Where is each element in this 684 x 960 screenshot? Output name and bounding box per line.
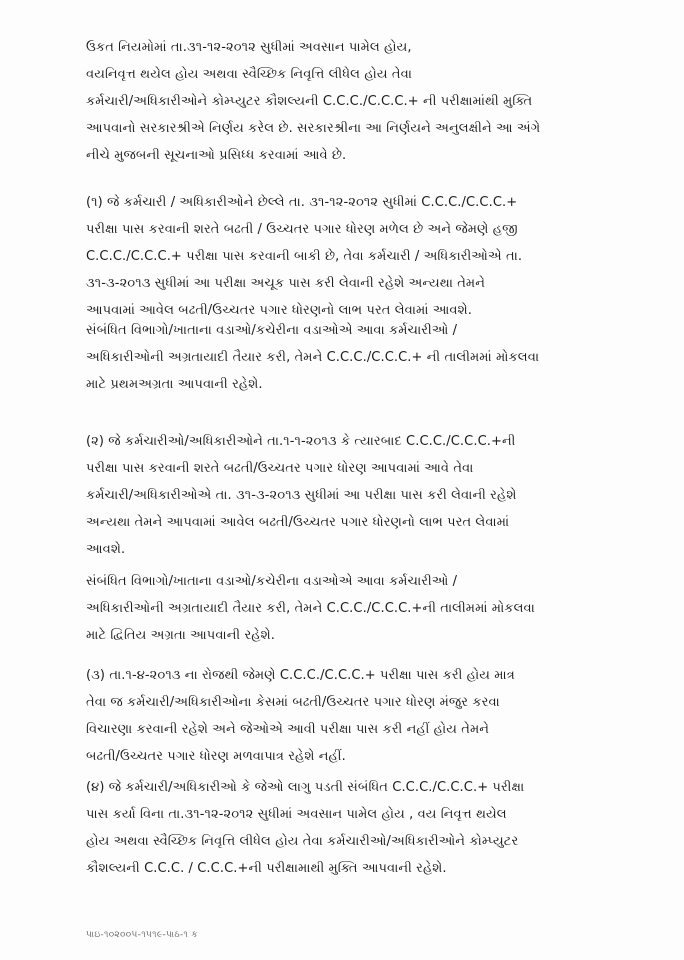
text-line: (૩) તા.૧-૪-૨૦૧૩ ના રોજથી જેમણે C.C.C./C.C.C.+ પરીક્ષા પાસ કરી હોય માત્ર	[86, 668, 515, 683]
text-line: માટે દ્વિતિય અગ્રતા આપવાની રહેશે.	[86, 628, 275, 643]
paragraph-point-1	[86, 189, 614, 324]
text-line: આપવાનો સરકારશ્રીએ નિર્ણય કરેલ છે. સરકારશ્રીના આ નિર્ણયને અનુલક્ષીને આ અંગે	[86, 121, 541, 136]
text-line: તેવા જ કર્મચારી/અધિકારીઓના કેસમાં બઢતી/ઉચ્ચતર પગાર ધોરણ મંજુર કરવા	[86, 695, 500, 710]
paragraph-point-3	[86, 662, 614, 770]
text-line: પરીક્ષા પાસ કરવાની શરતે બઢતી/ઉચ્ચતર પગાર ધોરણ આપવામાં આવે તેવા	[86, 461, 474, 476]
text-line: કર્મચારી/અધિકારીઓને કોમ્પ્યુટર કૌશલ્યની C.C.C./C.C.C.+ ની પરીક્ષામાંથી મુક્તિ	[86, 94, 533, 109]
text-line: અધિકારીઓની અગ્રતાયાદી તૈયાર કરી, તેમને C.C.C./C.C.C.+ ની તાલીમમાં મોકલવા	[86, 350, 540, 365]
text-line: પરીક્ષા પાસ કરવાની શરતે બઢતી / ઉચ્ચતર પગાર ધોરણ મળેલ છે અને જેમણે હજી	[86, 222, 518, 237]
text-line: કર્મચારી/અધિકારીઓએ તા. ૩૧-૩-૨૦૧૩ સુધીમાં આ પરીક્ષા પાસ કરી લેવાની રહેશે	[86, 488, 517, 503]
text-line: સંબંધિત વિભાગો/ખાતાના વડાઓ/કચેરીના વડાઓએ આવા કર્મચારીઓ /	[86, 323, 458, 338]
text-line: બઢતી/ઉચ્ચતર પગાર ધોરણ મળવાપાત્ર રહેશે નહીં.	[86, 749, 346, 764]
text-line: આપવામાં આવેલ બઢતી/ઉચ્ચતર પગાર ધોરણનો લાભ પરત લેવામાં આવશે.	[86, 303, 472, 318]
text-line: વયનિવૃત્ત થયેલ હોય અથવા સ્વૈચ્છિક નિવૃત્તિ લીધેલ હોય તેવા	[86, 67, 412, 82]
paragraph-point-2-note	[86, 568, 614, 649]
text-line: હોય અથવા સ્વૈચ્છિક નિવૃત્તિ લીધેલ હોય તેવા કર્મચારીઓ/અધિકારીઓને કોમ્પ્યુટર	[86, 834, 519, 849]
text-line: ૩૧-૩-૨૦૧૩ સુધીમાં આ પરીક્ષા અચૂક પાસ કરી લેવાની રહેશે અન્યથા તેમને	[86, 276, 485, 291]
paragraph-point-4	[86, 774, 614, 882]
text-line: (૪) જે કર્મચારી/અધિકારીઓ કે જેઓ લાગુ પડતી સંબંધિત C.C.C./C.C.C.+ પરીક્ષા	[86, 780, 525, 795]
text-line: માટે પ્રથમઅગ્રતા આપવાની રહેશે.	[86, 377, 263, 392]
text-line: નીચે મુજબની સૂચનાઓ પ્રસિધ્ધ કરવામાં આવે છે.	[86, 148, 347, 163]
text-line: C.C.C./C.C.C.+ પરીક્ષા પાસ કરવાની બાકી છે, તેવા કર્મચારી / અધિકારીઓએ તા.	[86, 249, 523, 264]
text-line: પાસ કર્યા વિના તા.૩૧-૧૨-૨૦૧૨ સુધીમાં અવસાન પામેલ હોય , વય નિવૃત્ત થયેલ	[86, 807, 507, 822]
paragraph-point-1-note	[86, 317, 614, 398]
text-line: (૧) જે કર્મચારી / અધિકારીઓને છેલ્લે તા. ૩૧-૧૨-૨૦૧૨ સુધીમાં C.C.C./C.C.C.+	[86, 195, 518, 210]
text-line: (૨) જે કર્મચારીઓ/અધિકારીઓને તા.૧-૧-૨૦૧૩ કે ત્યારબાદ C.C.C./C.C.C.+ની	[86, 434, 516, 449]
paragraph-point-2	[86, 428, 614, 563]
text-line: વિચારણા કરવાની રહેશે અને જેઓએ આવી પરીક્ષા પાસ કરી નહીં હોય તેમને	[86, 722, 490, 737]
text-line: ઉકત નિયમોમાં તા.૩૧-૧૨-૨૦૧૨ સુધીમાં અવસાન પામેલ હોય,	[86, 40, 412, 55]
text-line: સંબંધિત વિભાગો/ખાતાના વડાઓ/કચેરીના વડાઓએ આવા કર્મચારીઓ /	[86, 574, 458, 589]
text-line: કૌશલ્યની C.C.C. / C.C.C.+ની પરીક્ષામાથી મુક્તિ આપવાની રહેશે.	[86, 861, 447, 876]
text-line: અન્યથા તેમને આપવામાં આવેલ બઢતી/ઉચ્ચતર પગાર ધોરણનો લાભ પરત લેવામાં	[86, 515, 510, 530]
page-footer-code: પાઇ-૧૦૨૦૦૫-૧૫૧૯-પાઠ-૧ ક	[86, 930, 198, 940]
text-line: આવશે.	[86, 542, 126, 557]
paragraph-intro	[86, 34, 614, 169]
text-line: અધિકારીઓની અગ્રતાયાદી તૈયાર કરી, તેમને C.C.C./C.C.C.+ની તાલીમમાં મોકલવા	[86, 601, 535, 616]
